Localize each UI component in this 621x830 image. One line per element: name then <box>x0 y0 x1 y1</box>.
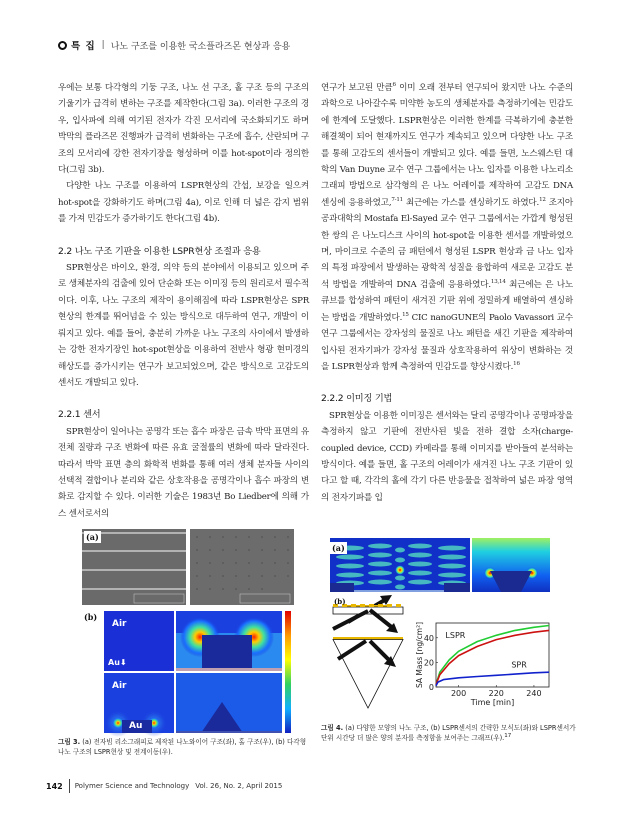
annotation-spr: SPR <box>511 660 527 670</box>
y-tick-label: 40 <box>423 633 434 643</box>
sa-mass-chart <box>415 622 549 707</box>
header-title: 나노 구조를 이용한 국소플라즈몬 현상과 응용 <box>110 41 291 52</box>
footer-divider <box>69 779 70 793</box>
right-column <box>321 80 573 506</box>
paragraph: 다양한 나노 구조를 이용하여 LSPR현상의 간섭, 보강을 일으켜 hot-spot을 강화하기도 하며(그림 4a), 이로 인해 더 넓은 감지 범위를 가져 민감도가 증가하기도 한다(그림 4b). <box>58 181 309 225</box>
paragraph: 우에는 보통 다각형의 기둥 구조, 나노 선 구조, 홀 구조 등의 구조의 기울기가 급격히 변하는 구조를 제작한다(그림 3a). 이러한 구조의 경우, 입사파에 의해 여기된 전자가 각진 모서리에 국소화되기도 하며 박막의 플라즈몬 진행파가 급격히 변화하는 구조에 흡수, 산란되며 구조의 모서리에 강한 전자기장을 형성하며 이를 hot-spot이라 정의한다(그림 3b). <box>58 83 309 176</box>
paragraph: SPR현상을 이용한 이미징은 센서와는 달리 공명각이나 공명파장을 측정하지 않고 기판에 전반사된 빛을 전하 결합 소자(charge-coupled device, CCD) 카메라를 통해 이미지를 받아들여 분석하는 방식이다. 예를 들면, 홀 구조의 어레이가 새겨진 나노 구조 기판이 있다고 할 때, 각각의 홀에 각기 다른 반응물을 접착하여 넓은 파장 영역의 전자기파를 입 <box>321 410 573 503</box>
au-label: Au <box>129 721 143 731</box>
journal-name: Polymer Science and Technology <box>74 782 190 790</box>
x-tick-label: 200 <box>450 689 467 698</box>
y-axis-label: SA Mass [ng/cm²] <box>415 621 424 689</box>
down-arrow-icon: ⬇ <box>119 658 127 667</box>
section-heading-2-2: 2.2 나노 구조 기판을 이용한 LSPR현상 조절과 응용 <box>58 245 261 257</box>
figure-4-graphic <box>330 538 570 713</box>
hole-sem-image <box>190 529 294 605</box>
x-axis-label: Time [min] <box>470 698 515 707</box>
figure-4-caption: 그림 4. (a) 다양한 모양의 나노 구조, (b) LSPR센서의 간략한 모식도(좌)와 LSPR센서가 단위 시간당 더 많은 양의 분자를 측정함을 보여주는 그래프(우).$^{17}$ <box>321 724 576 742</box>
y-tick-label: 0 <box>428 683 434 692</box>
section-heading-2-2-2: 2.2.2 이미징 기법 <box>321 393 393 405</box>
paragraph: SPR현상이 일어나는 공명각 또는 흡수 파장은 금속 박막 표면의 유전체 질량과 구조 변화에 따른 유효 굴절률의 변화에 따라 달라진다. 따라서 박막 표면 층의 화학적 변화를 통해 여러 생체 분자들 사이의 선택적 결합이나 분리와 같은 상호작용을 공명각이나 흡수 파장의 변화로 감지할 수 있다. 이러한 기술은 1983년 Bo Liedber에 의해 가스 센서로서의 <box>58 426 309 519</box>
bullet-circle-icon <box>58 41 67 50</box>
page-footer <box>46 779 282 793</box>
running-header <box>58 38 290 52</box>
section-heading-2-2-1: 2.2.1 센서 <box>58 409 101 421</box>
paragraph: 연구가 보고된 만큼$^6$ 이미 오래 전부터 연구되어 왔지만 나노 수준의 과학으로 나아갈수록 미약한 농도의 생체분자를 측정하기에는 민감도에 한계에 도달했다. LSPR현상은 이러한 한계를 극복하기에 충분한 해결책이 되어 현재까지도 연구가 계속되고 있으며 다양한 나노 구조를 통해 고감도의 센서들이 개발되고 있다. 예를 들면, 노스웨스턴 대학의 Van Duyne 교수 연구 그룹에서는 나노 입자를 이용한 나노리소그래피 방법으로 삼각형의 은 나노 어레이를 제작하여 고감도 DNA 센싱에 응용하였고,$^{7-11}$ 최근에는 가스를 센싱하기도 하였다.$^{12}$ 조지아 공과대학의 Mostafa El-Sayed 교수 연구 그룹에서는 가깝게 형성된 한 쌍의 은 나노디스크 사이의 hot-spot을 이용한 센서를 개발하였으며, 마이크로 수준의 금 패턴에서 형성된 LSPR 현상과 금 나노 입자의 특정 파장에서 발생하는 광학적 성질을 융합하여 새로운 고감도 분석 방법을 개발하여 DNA 검출에 응용하였다.$^{13,14}$ 최근에는 은 나노 큐브를 합성하여 패턴이 새겨진 기판 위에 정밀하게 배열하여 센싱하는 방법을 개발하였다.$^{15}$ CIC nanoGUNE의 Paolo Vavassori 교수 연구 그룹에서는 강자성의 물질로 나노 패턴을 새긴 기판을 제작하여 입사된 전자기파가 강자성 물질과 상호작용하여 위상이 변화하는 것을 LSPR현상과 함께 측정하여 민감도를 향상시켰다.$^{16}$ <box>321 82 574 372</box>
au-label: Au⬇ <box>108 658 127 667</box>
header-divider: | <box>101 40 105 50</box>
air-label: Air <box>112 619 127 629</box>
figure-4b-label: (b) <box>334 597 346 606</box>
figure-3 <box>82 527 294 737</box>
figure-3b-label: (b) <box>84 612 98 622</box>
figure-3a-label: (a) <box>86 532 99 542</box>
annotation-lspr: LSPR <box>445 630 466 640</box>
left-column <box>58 80 309 522</box>
air-label: Air <box>112 681 127 691</box>
page-number: 142 <box>46 781 63 791</box>
series-line-2 <box>436 672 549 686</box>
figure-3-caption: 그림 3. (a) 전자빔 리소그래피로 제작된 나노와이어 구조(좌), 홀 구조(우), (b) 다각형 나노 구조의 LSPR현상 및 전계이동(우). <box>58 738 307 756</box>
figure-4 <box>330 538 570 713</box>
x-tick-label: 240 <box>526 689 542 698</box>
section-label: 특 집 <box>71 41 96 52</box>
figure-3-graphic <box>82 527 294 737</box>
journal-volume: Vol. 26, No. 2, April 2015 <box>195 782 283 790</box>
colorbar <box>285 611 291 733</box>
y-tick-label: 20 <box>423 658 434 668</box>
paragraph: SPR현상은 바이오, 환경, 의약 등의 분야에서 이용되고 있으며 주로 생체분자의 검출에 있어 단순화 또는 이미징 등의 원리로서 필수적이다. 이후, 나노 구조의 제작이 용이해짐에 따라 LSPR현상은 SPR현상의 한계를 뛰어넘을 수 있는 방식으로 대두하여 연구, 개발이 이뤄지고 있다. 예를 들어, 충분히 가까운 나노 구조의 사이에서 발생하는 강한 전자기장인 hot-spot현상을 이용하여 전반사 형광 현미경의 해상도를 증가시키는 연구가 보고되었으며, 같은 방식으로 고감도의 센서도 개발되고 있다. <box>58 263 309 388</box>
x-tick-label: 220 <box>488 689 504 698</box>
figure-4a-label: (a) <box>332 543 345 553</box>
lspr-schematic <box>333 595 403 708</box>
